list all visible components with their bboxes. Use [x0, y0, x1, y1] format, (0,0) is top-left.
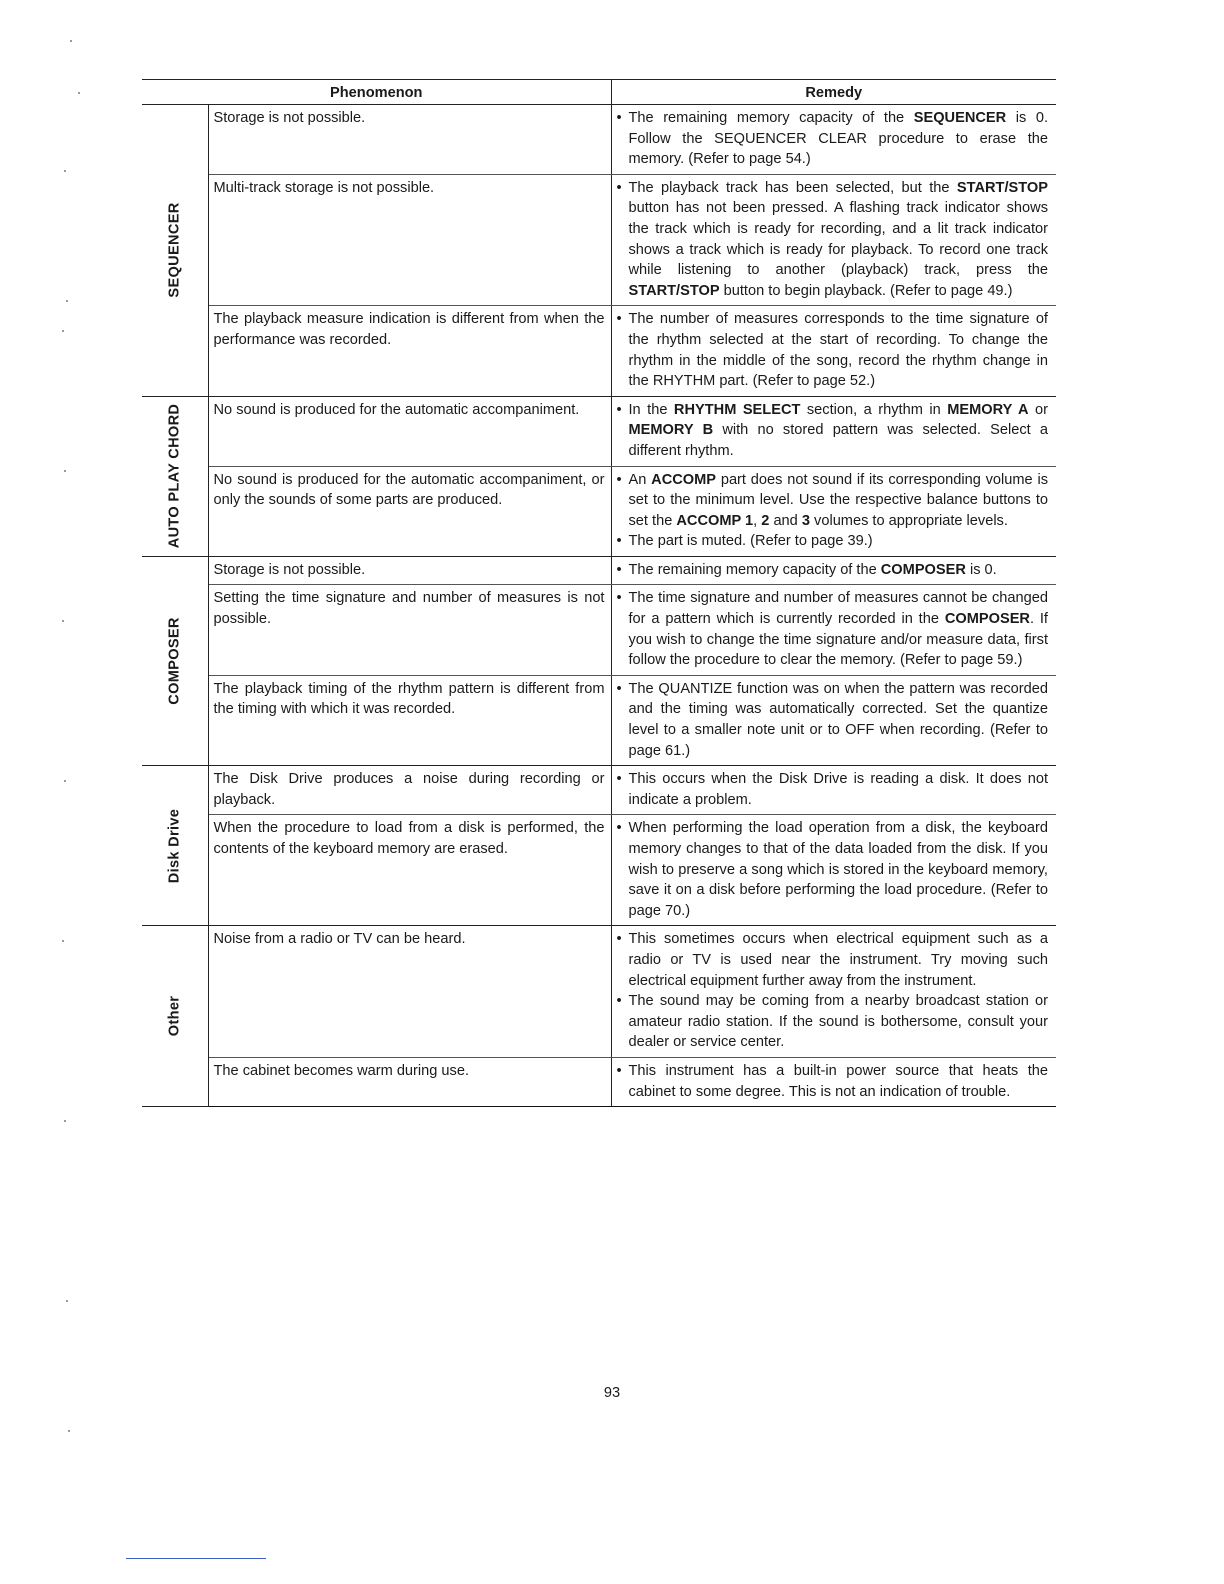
- remedy-text: The remaining memory capacity of the: [628, 561, 881, 578]
- phenomenon-cell: [208, 926, 611, 1058]
- bullet-icon: •: [616, 533, 622, 550]
- table-row: [142, 675, 1056, 765]
- section-label-cell: [142, 396, 208, 556]
- remedy-cell: [611, 396, 1056, 466]
- bullet-icon: •: [616, 820, 622, 837]
- table-row: [142, 815, 1056, 926]
- remedy-text: The number of measures corresponds to the time signature of the rhythm selected at the start of recording. To change the rhythm in the middle of the song, record the rhythm change in the RHYTHM part. (Refer to page 52.): [628, 311, 1048, 390]
- scan-speck: [66, 300, 68, 302]
- remedy-item: [617, 531, 1049, 552]
- section-label-cell: [142, 105, 208, 397]
- footer-rule: [126, 1558, 266, 1559]
- phenomenon-text: No sound is produced for the automatic accompaniment, or only the sounds of some parts are produced.: [213, 471, 605, 509]
- phenomenon-text: The Disk Drive produces a noise during recording or playback.: [213, 771, 605, 808]
- remedy-text: The QUANTIZE function was on when the pattern was recorded and the timing was automatically corrected. Set the quantize level to a smaller note unit or to OFF when recording. (Refer to page 61.): [628, 680, 1048, 759]
- phenomenon-text: The playback measure indication is different from when the performance was recorded.: [213, 311, 605, 348]
- remedy-emphasis: MEMORY B: [628, 422, 714, 439]
- bullet-icon: •: [616, 771, 622, 788]
- remedy-emphasis: ACCOMP: [651, 471, 717, 488]
- remedy-text: button has not been pressed. A flashing track indicator shows the track which is ready for recording, and a lit track indicator shows a track which is ready for playback. To record one track while listening to another (playback) track, press the: [628, 200, 1048, 279]
- remedy-text: The sound may be coming from a nearby broadcast station or amateur radio station. If the sound is bothersome, consult your dealer or service center.: [628, 993, 1048, 1051]
- table-header: [142, 80, 1056, 105]
- table-row: [142, 306, 1056, 396]
- remedy-emphasis: ACCOMP 1: [676, 512, 754, 529]
- scan-speck: [62, 330, 64, 332]
- section-label-cell: [142, 766, 208, 926]
- section-label: Other: [166, 996, 183, 1037]
- remedy-item: [617, 588, 1049, 670]
- table-row: [142, 174, 1056, 306]
- phenomenon-text: Multi-track storage is not possible.: [213, 179, 435, 196]
- phenomenon-cell: [208, 105, 611, 175]
- bullet-icon: •: [616, 179, 622, 196]
- table-row: [142, 1057, 1056, 1106]
- remedy-text: ,: [753, 512, 762, 529]
- table-row: [142, 926, 1056, 1058]
- remedy-emphasis: START/STOP: [628, 282, 720, 299]
- table-row: [142, 105, 1056, 175]
- bullet-icon: •: [616, 590, 622, 607]
- phenomenon-cell: [208, 675, 611, 765]
- remedy-cell: [611, 926, 1056, 1058]
- bullet-icon: •: [616, 561, 622, 578]
- remedy-cell: [611, 105, 1056, 175]
- remedy-text: The part is muted. (Refer to page 39.): [628, 533, 873, 550]
- remedy-text: This instrument has a built-in power source that heats the cabinet to some degree. This is not an indication of trouble.: [628, 1062, 1048, 1100]
- remedy-text: This sometimes occurs when electrical equipment such as a radio or TV is used near the instrument. Try moving such electrical equipment further away from the instrument.: [628, 931, 1048, 989]
- phenomenon-cell: [208, 396, 611, 466]
- page-number: 93: [603, 1385, 621, 1401]
- bullet-icon: •: [616, 110, 622, 126]
- phenomenon-header: Phenomenon: [142, 80, 611, 105]
- remedy-item: [617, 1061, 1049, 1102]
- phenomenon-cell: [208, 1057, 611, 1106]
- remedy-text: The playback track has been selected, but the: [628, 179, 957, 196]
- scan-speck: [66, 1300, 68, 1302]
- remedy-cell: [611, 675, 1056, 765]
- phenomenon-cell: [208, 466, 611, 556]
- bullet-icon: •: [616, 931, 622, 948]
- phenomenon-cell: [208, 306, 611, 396]
- phenomenon-cell: [208, 585, 611, 675]
- remedy-emphasis: 3: [801, 512, 810, 529]
- scan-speck: [64, 780, 66, 782]
- remedy-text: An: [628, 471, 652, 488]
- bullet-icon: •: [616, 680, 622, 697]
- table-row: [142, 766, 1056, 815]
- remedy-text: is 0. Follow the SEQUENCER CLEAR procedure to erase the memory. (Refer to page 54.): [628, 110, 1048, 168]
- section-label: SEQUENCER: [166, 202, 183, 298]
- remedy-item: [617, 400, 1049, 462]
- remedy-emphasis: RHYTHM SELECT: [673, 401, 801, 418]
- remedy-emphasis: COMPOSER: [944, 611, 1030, 628]
- phenomenon-text: The cabinet becomes warm during use.: [213, 1062, 470, 1079]
- section-label-cell: [142, 926, 208, 1107]
- remedy-cell: [611, 815, 1056, 926]
- remedy-item: [617, 929, 1049, 991]
- scan-speck: [64, 470, 66, 472]
- phenomenon-cell: [208, 815, 611, 926]
- table-row: [142, 466, 1056, 556]
- phenomenon-text: No sound is produced for the automatic accompaniment.: [213, 401, 580, 418]
- bullet-icon: •: [616, 401, 622, 418]
- remedy-text: volumes to appropriate levels.: [809, 512, 1008, 529]
- section-label: AUTO PLAY CHORD: [166, 404, 183, 549]
- phenomenon-text: Storage is not possible.: [213, 110, 366, 126]
- remedy-item: [617, 108, 1049, 170]
- remedy-cell: [611, 306, 1056, 396]
- section-label-cell: [142, 556, 208, 765]
- remedy-text: In the: [628, 401, 674, 418]
- remedy-emphasis: START/STOP: [956, 179, 1048, 196]
- remedy-text: . If you wish to change the time signature and/or measure data, first follow the procedure to clear the memory. (Refer to page 59.): [628, 611, 1048, 669]
- scan-speck: [70, 40, 72, 42]
- remedy-cell: [611, 174, 1056, 306]
- remedy-text: part does not sound if its corresponding volume is set to the minimum level. Use the respective balance buttons to set the: [628, 471, 1049, 529]
- remedy-item: [617, 309, 1049, 391]
- phenomenon-text: The playback timing of the rhythm pattern is different from the timing with which it was recorded.: [213, 680, 605, 718]
- remedy-text: section, a rhythm in: [800, 401, 948, 418]
- remedy-text: with no stored pattern was selected. Select a different rhythm.: [628, 422, 1048, 459]
- remedy-header: Remedy: [611, 80, 1056, 105]
- remedy-item: [617, 470, 1049, 532]
- remedy-text: The remaining memory capacity of the: [628, 110, 914, 126]
- scan-speck: [64, 170, 66, 172]
- phenomenon-cell: [208, 556, 611, 585]
- remedy-cell: [611, 556, 1056, 585]
- remedy-item: [617, 991, 1049, 1053]
- remedy-emphasis: 2: [761, 512, 770, 529]
- phenomenon-cell: [208, 174, 611, 306]
- remedy-text: and: [769, 512, 802, 529]
- remedy-emphasis: COMPOSER: [880, 561, 966, 578]
- phenomenon-text: Noise from a radio or TV can be heard.: [213, 931, 466, 948]
- bullet-icon: •: [616, 1062, 622, 1079]
- phenomenon-text: Setting the time signature and number of measures is not possible.: [213, 590, 605, 628]
- scan-speck: [64, 1120, 66, 1122]
- remedy-text: The time signature and number of measures cannot be changed for a pattern which is currently recorded in the: [628, 590, 1048, 628]
- scan-speck: [62, 620, 64, 622]
- remedy-emphasis: SEQUENCER: [913, 110, 1007, 126]
- phenomenon-cell: [208, 766, 611, 815]
- bullet-icon: •: [616, 993, 622, 1010]
- remedy-cell: [611, 466, 1056, 556]
- section-label: Disk Drive: [166, 808, 183, 883]
- remedy-item: [617, 679, 1049, 761]
- remedy-text: or: [1028, 401, 1049, 418]
- table-body: [142, 105, 1056, 1107]
- bullet-icon: •: [616, 311, 622, 328]
- remedy-text: is 0.: [965, 561, 997, 578]
- remedy-emphasis: MEMORY A: [947, 401, 1029, 418]
- table-row: [142, 396, 1056, 466]
- scan-speck: [78, 92, 80, 94]
- bullet-icon: •: [616, 471, 622, 488]
- phenomenon-text: Storage is not possible.: [213, 561, 366, 578]
- table-row: [142, 585, 1056, 675]
- scan-speck: [62, 940, 64, 942]
- section-label: COMPOSER: [166, 617, 183, 705]
- remedy-text: When performing the load operation from a disk, the keyboard memory changes to that of the data loaded from the disk. If you wish to preserve a song which is stored in the keyboard memory, save it on a disk before performing the load procedure. (Refer to page 70.): [628, 820, 1048, 919]
- remedy-item: [617, 769, 1049, 810]
- remedy-cell: [611, 585, 1056, 675]
- remedy-item: [617, 178, 1049, 302]
- remedy-text: button to begin playback. (Refer to page 49.): [719, 282, 1013, 299]
- table-row: [142, 556, 1056, 585]
- phenomenon-text: When the procedure to load from a disk is performed, the contents of the keyboard memory are erased.: [213, 820, 605, 857]
- remedy-item: [617, 818, 1049, 921]
- scan-speck: [68, 1430, 70, 1432]
- remedy-item: [617, 560, 1049, 581]
- remedy-cell: [611, 766, 1056, 815]
- troubleshooting-table: [142, 79, 1056, 1107]
- remedy-text: This occurs when the Disk Drive is reading a disk. It does not indicate a problem.: [628, 771, 1048, 808]
- remedy-cell: [611, 1057, 1056, 1106]
